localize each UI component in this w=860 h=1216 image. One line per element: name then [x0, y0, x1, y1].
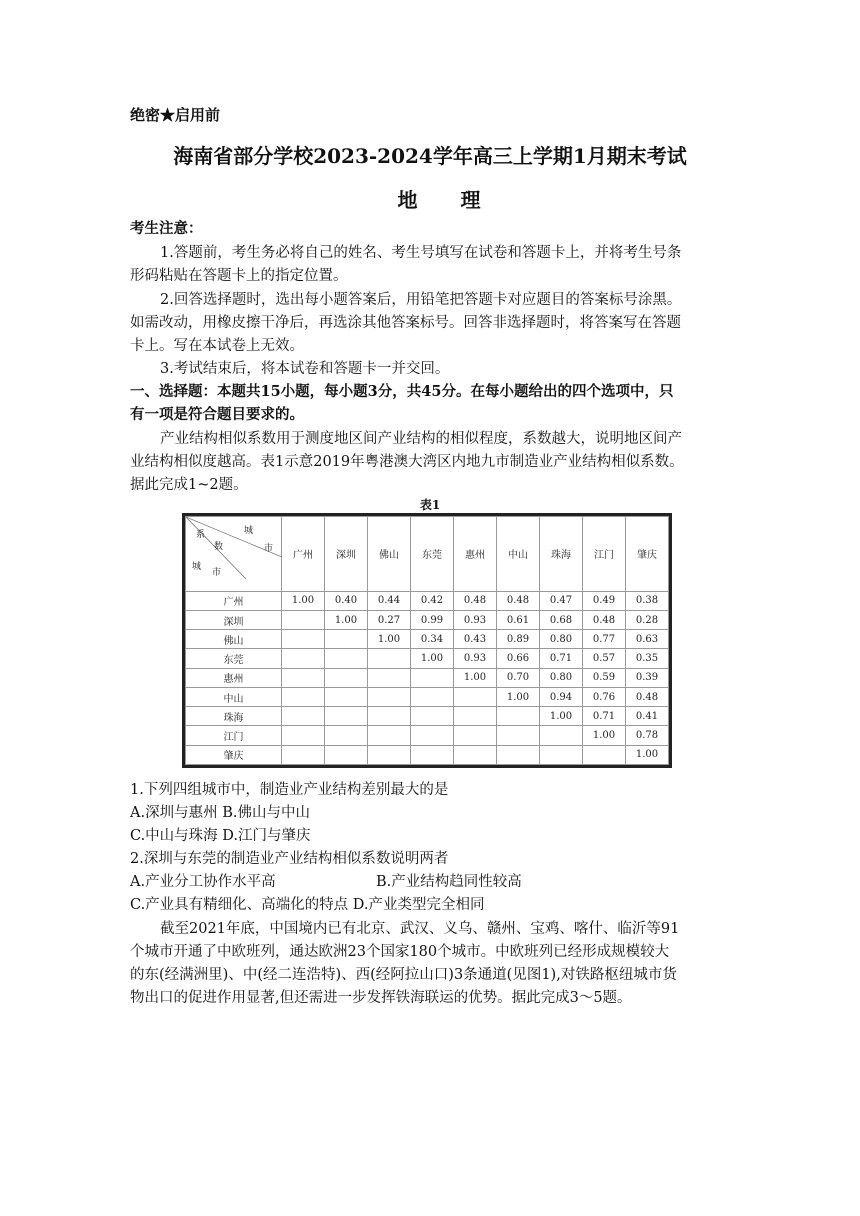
table-cell: 0.77: [583, 630, 626, 649]
table-row: [186, 687, 669, 706]
table-cell: [325, 745, 368, 764]
table-cell: [368, 726, 411, 745]
table-cell: [454, 745, 497, 764]
corner-label-xi: 系: [196, 530, 206, 540]
table-cell: 0.44: [368, 591, 411, 610]
table-cell: 0.61: [497, 610, 540, 629]
table-cell: [325, 687, 368, 706]
row-header-city: 东莞: [186, 649, 282, 668]
row-header-city: 广州: [186, 591, 282, 610]
notice-item2-line1: 2.回答选择题时，选出每小题答案后，用铅笔把答题卡对应题目的答案标号涂黑。: [160, 292, 682, 308]
table-cell: 0.63: [626, 630, 669, 649]
row-header-city: 肇庆: [186, 745, 282, 764]
table-cell: [497, 745, 540, 764]
col-header-foshan: 佛山: [368, 517, 411, 592]
table-cell: 1.00: [325, 610, 368, 629]
table-row: [186, 591, 669, 610]
table-cell: [368, 649, 411, 668]
table-cell: 0.68: [540, 610, 583, 629]
table-cell: [454, 707, 497, 726]
section1-heading-line2: 有一项是符合题目要求的。: [130, 406, 304, 423]
table-cell: 0.49: [583, 591, 626, 610]
passage1-line2: 业结构相似度越高。表1示意2019年粤港澳大湾区内地九市制造业产业结构相似系数。: [130, 454, 684, 470]
table-corner-cell: [186, 517, 282, 592]
table-cell: 0.57: [583, 649, 626, 668]
table-cell: 0.89: [497, 630, 540, 649]
table-cell: [368, 745, 411, 764]
col-header-zhuhai: 珠海: [540, 517, 583, 592]
table-cell: 0.93: [454, 649, 497, 668]
table-cell: 0.41: [626, 707, 669, 726]
table-cell: [411, 668, 454, 687]
table-cell: 0.94: [540, 687, 583, 706]
table-cell: [540, 745, 583, 764]
passage2-line2: 个城市开通了中欧班列，通达欧洲23个国家180个城市。中欧班列已经形成规模较大: [130, 944, 670, 960]
section1-heading-line1: 一、选择题：本题共15小题，每小题3分，共45分。在每小题给出的四个选项中，只: [130, 383, 674, 400]
q2-option-b: B.产业结构趋同性较高: [376, 874, 522, 890]
table-cell: 1.00: [540, 707, 583, 726]
table-row: [186, 630, 669, 649]
table-cell: 0.28: [626, 610, 669, 629]
table-cell: 0.38: [626, 591, 669, 610]
col-header-guangzhou: 广州: [282, 517, 325, 592]
passage2-line1: 截至2021年底，中国境内已有北京、武汉、义乌、赣州、宝鸡、喀什、临沂等91: [160, 921, 680, 937]
passage2-line4: 物出口的促进作用显著,但还需进一步发挥铁海联运的优势。据此完成3～5题。: [130, 990, 632, 1006]
table-cell: 0.47: [540, 591, 583, 610]
table-cell: 0.43: [454, 630, 497, 649]
table-body: [186, 591, 669, 764]
similarity-table: [182, 513, 672, 768]
q2-option-a: A.产业分工协作水平高: [130, 874, 276, 890]
table-cell: 0.71: [583, 707, 626, 726]
table-cell: 0.78: [626, 726, 669, 745]
table-cell: 1.00: [497, 687, 540, 706]
table-cell: [411, 687, 454, 706]
table-cell: [411, 726, 454, 745]
table-cell: 1.00: [411, 649, 454, 668]
table-cell: [497, 726, 540, 745]
table-cell: [454, 687, 497, 706]
table-cell: [325, 668, 368, 687]
notice-item1-line1: 1.答题前，考生务必将自己的姓名、考生号填写在试卷和答题卡上，并将考生号条: [160, 245, 682, 261]
notice-item2-line2: 如需改动，用橡皮擦干净后，再选涂其他答案标号。回答非选择题时，将答案写在答题: [130, 315, 681, 331]
row-header-city: 珠海: [186, 707, 282, 726]
table-cell: [325, 630, 368, 649]
row-header-city: 佛山: [186, 630, 282, 649]
table-cell: 0.76: [583, 687, 626, 706]
table-cell: 1.00: [282, 591, 325, 610]
table-cell: [368, 707, 411, 726]
table-row: [186, 726, 669, 745]
table-cell: 0.66: [497, 649, 540, 668]
passage1-line1: 产业结构相似系数用于测度地区间产业结构的相似程度，系数越大，说明地区间产: [160, 431, 682, 447]
table-cell: 1.00: [583, 726, 626, 745]
corner-label-shi-bottom: 市: [212, 568, 222, 578]
table-cell: 0.80: [540, 668, 583, 687]
table-cell: [583, 745, 626, 764]
table-cell: [325, 649, 368, 668]
table-cell: 0.99: [411, 610, 454, 629]
table-cell: 0.27: [368, 610, 411, 629]
q1-stem: 1.下列四组城市中，制造业产业结构差别最大的是: [130, 782, 449, 798]
table-cell: 0.70: [497, 668, 540, 687]
table-cell: [325, 707, 368, 726]
corner-label-shu: 数: [214, 542, 224, 552]
table-cell: 0.39: [626, 668, 669, 687]
table-cell: [411, 707, 454, 726]
table-cell: 0.42: [411, 591, 454, 610]
q2-stem: 2.深圳与东莞的制造业产业结构相似系数说明两者: [130, 851, 449, 867]
notice-item1-line2: 形码粘贴在答题卡上的指定位置。: [130, 268, 348, 284]
table-row: [186, 610, 669, 629]
corner-label-cheng-bottom: 城: [192, 562, 202, 572]
table-cell: [497, 707, 540, 726]
q2-options-cd: C.产业具有精细化、高端化的特点 D.产业类型完全相同: [130, 897, 485, 913]
table-cell: 1.00: [368, 630, 411, 649]
col-header-huizhou: 惠州: [454, 517, 497, 592]
table-caption: 表1: [419, 498, 441, 512]
table-header-row: [186, 517, 669, 592]
table-cell: 0.48: [583, 610, 626, 629]
corner-label-shi-top: 市: [264, 544, 274, 554]
table-cell: [325, 726, 368, 745]
table-cell: 1.00: [626, 745, 669, 764]
notice-item3: 3.考试结束后，将本试卷和答题卡一并交回。: [160, 361, 450, 377]
table-cell: 0.59: [583, 668, 626, 687]
row-header-city: 江门: [186, 726, 282, 745]
table-cell: [282, 745, 325, 764]
table-cell: 0.71: [540, 649, 583, 668]
table-cell: [411, 745, 454, 764]
table-cell: [540, 726, 583, 745]
table-cell: [282, 649, 325, 668]
table-cell: 0.48: [497, 591, 540, 610]
notice-item2-line3: 卡上。写在本试卷上无效。: [130, 338, 304, 354]
table-cell: [368, 668, 411, 687]
table-row: [186, 745, 669, 764]
table-cell: [368, 687, 411, 706]
corner-label-cheng-top: 城: [244, 526, 254, 536]
table-cell: 0.35: [626, 649, 669, 668]
col-header-zhongshan: 中山: [497, 517, 540, 592]
subject-title: 地 理: [397, 188, 499, 212]
passage1-line3: 据此完成1~2题。: [130, 477, 248, 493]
table-cell: [282, 707, 325, 726]
exam-title: 海南省部分学校2023-2024学年高三上学期1月期末考试: [173, 144, 687, 168]
table-cell: 0.93: [454, 610, 497, 629]
table-cell: [282, 668, 325, 687]
col-header-zhaoqing: 肇庆: [626, 517, 669, 592]
table-cell: [282, 630, 325, 649]
row-header-city: 惠州: [186, 668, 282, 687]
col-header-shenzhen: 深圳: [325, 517, 368, 592]
notice-heading: 考生注意：: [130, 220, 203, 237]
row-header-city: 中山: [186, 687, 282, 706]
q1-options-cd: C.中山与珠海 D.江门与肇庆: [130, 828, 311, 844]
table-row: [186, 707, 669, 726]
table-cell: [454, 726, 497, 745]
q1-options-ab: A.深圳与惠州 B.佛山与中山: [130, 805, 310, 821]
table-cell: 0.40: [325, 591, 368, 610]
table-cell: 0.48: [626, 687, 669, 706]
table-cell: [282, 610, 325, 629]
passage2-line3: 的东(经满洲里)、中(经二连浩特)、西(经阿拉山口)3条通道(见图1),对铁路枢纽城市货: [130, 967, 677, 983]
table-cell: [282, 726, 325, 745]
table-row: [186, 649, 669, 668]
table-cell: 1.00: [454, 668, 497, 687]
table-row: [186, 668, 669, 687]
table-cell: 0.80: [540, 630, 583, 649]
col-header-jiangmen: 江门: [583, 517, 626, 592]
col-header-dongguan: 东莞: [411, 517, 454, 592]
confidential-tag: 绝密★启用前: [130, 106, 221, 124]
table-cell: 0.34: [411, 630, 454, 649]
table-cell: [282, 687, 325, 706]
table-cell: 0.48: [454, 591, 497, 610]
row-header-city: 深圳: [186, 610, 282, 629]
